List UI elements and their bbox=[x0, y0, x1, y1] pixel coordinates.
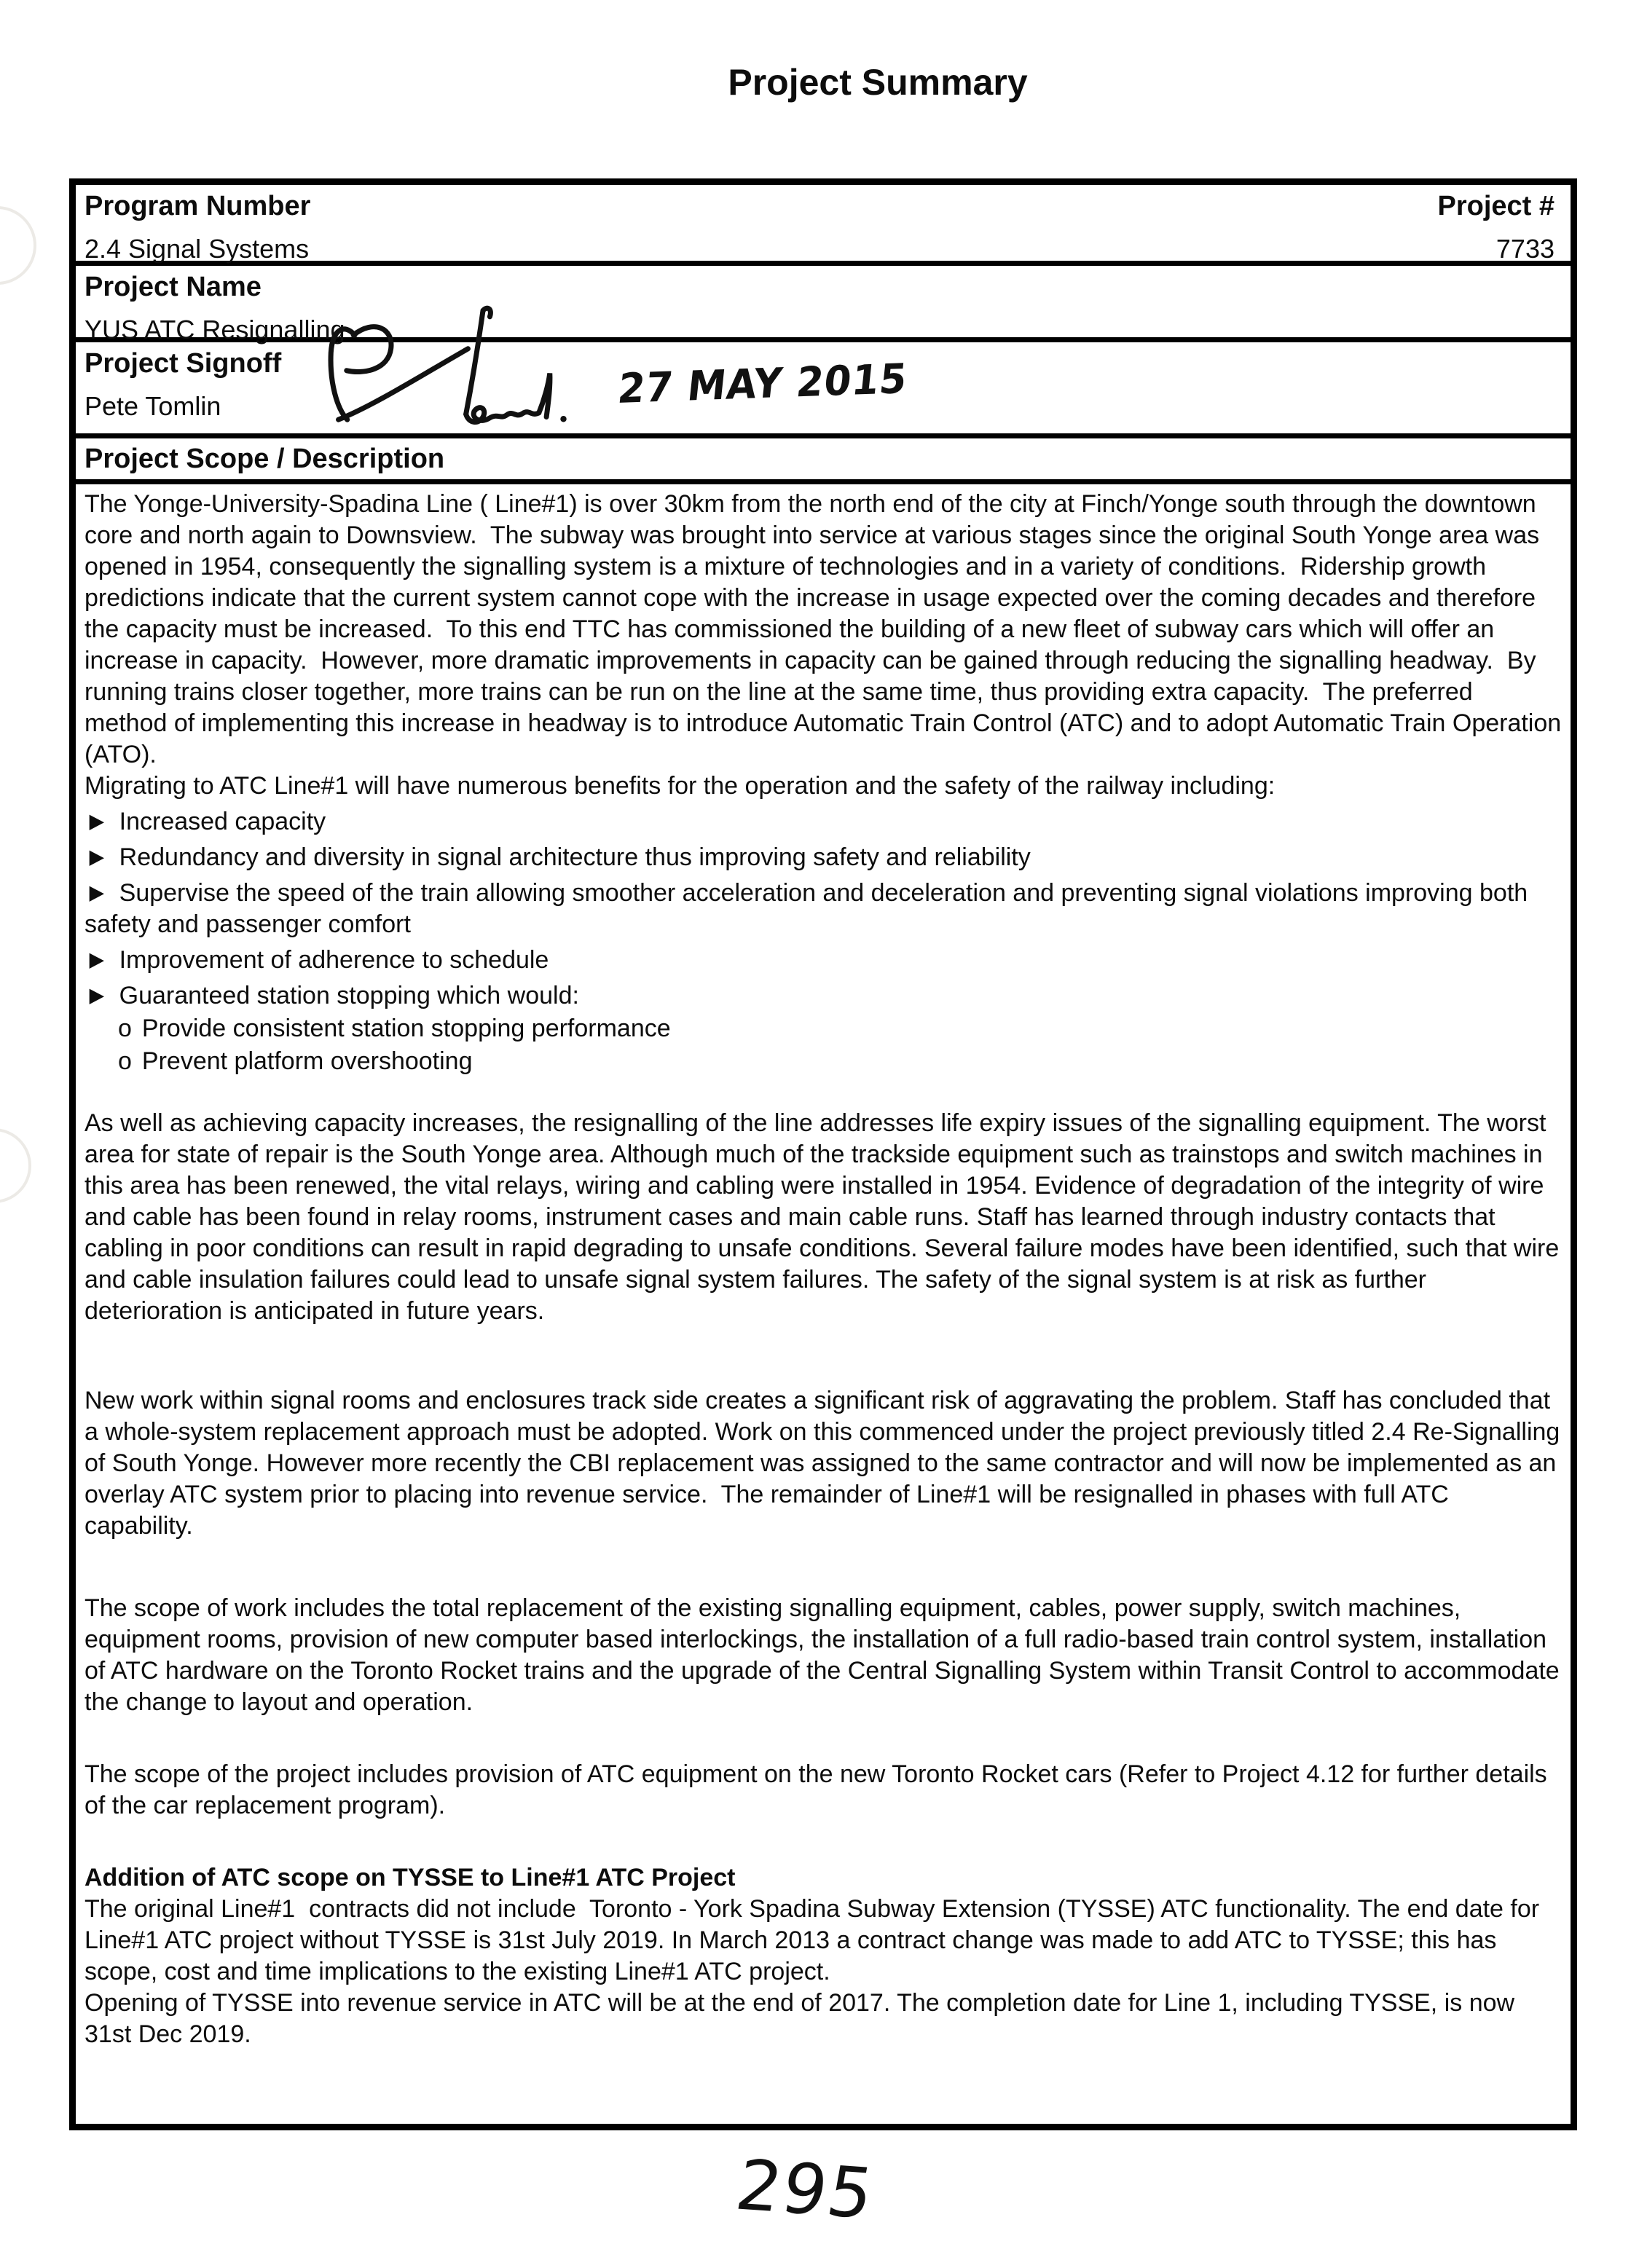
arrow-bullet-icon: ► bbox=[84, 843, 109, 872]
benefit-bullet bbox=[84, 945, 1562, 976]
scope-paragraph-8: Opening of TYSSE into revenue service in ATC will be at the end of 2017. The completion date for Line 1, including TYSSE, is now 31st Dec 2019. bbox=[84, 1989, 1522, 2048]
arrow-bullet-icon: ► bbox=[84, 807, 109, 836]
scope-subheading: Addition of ATC scope on TYSSE to Line#1 ATC Project bbox=[84, 1864, 736, 1891]
program-number-label: Program Number bbox=[84, 191, 311, 221]
arrow-bullet-icon: ► bbox=[84, 981, 109, 1010]
scope-paragraph-6: The scope of the project includes provision of ATC equipment on the new Toronto Rocket cars (Refer to Project 4.12 for further details of the car replacement program). bbox=[84, 1760, 1555, 1819]
scope-paragraph-1: The Yonge-University-Spadina Line ( Line#1) is over 30km from the north end of the city at Finch/Yonge south through the downtown core and north again to Downsview. The subway was brought into service at various stages since the original South Yonge area was opened in 1954, consequently the signalling system is a mixture of technologies and in a variety of conditions. Ridership growth predictions indicate that the current system cannot cope with the increase in usage expected over the coming decades and therefore the capacity must be increased. To this end TTC has commissioned the building of a new fleet of subway cars which will offer an increase in capacity. However, more dramatic improvements in capacity can be gained through reducing the signalling headway. By running trains closer together, more trains can be run on the line at the same time, thus providing extra capacity. The preferred method of implementing this increase in headway is to introduce Automatic Train Control (ATC) and to adopt Automatic Train Operation (ATO). bbox=[84, 490, 1568, 768]
scope-header-label: Project Scope / Description bbox=[84, 444, 445, 474]
benefit-bullet bbox=[84, 878, 1562, 940]
bullet-text: Increased capacity bbox=[119, 808, 326, 835]
project-signoff-label: Project Signoff bbox=[84, 348, 282, 379]
sub-bullet-text: Provide consistent station stopping performance bbox=[141, 1015, 671, 1042]
sub-bullet-icon: o bbox=[118, 1015, 132, 1042]
project-signoff-name: Pete Tomlin bbox=[84, 391, 221, 421]
sub-bullet-icon: o bbox=[118, 1047, 132, 1075]
signoff-date-handwritten: 27 MAY 2015 bbox=[616, 355, 910, 413]
project-number-value: 7733 bbox=[1495, 234, 1555, 264]
bullet-text: Improvement of adherence to schedule bbox=[119, 946, 549, 974]
scope-paragraph-7: The original Line#1 contracts did not include Toronto - York Spadina Subway Extension (TYSSE) ATC functionality. The end date for Line#1 ATC project without TYSSE is 31st July 2019. In March 2013 a contract change was made to add ATC to TYSSE; this has scope, cost and time implications to the existing Line#1 ATC project. bbox=[84, 1895, 1546, 1985]
punch-hole-artifact bbox=[0, 1128, 31, 1203]
project-summary-form bbox=[69, 178, 1577, 2130]
scope-paragraph-4: New work within signal rooms and enclosures track side creates a significant risk of aggravating the problem. Staff has concluded that a whole-system replacement approach must be adopted. Work on this commenced under the project previously titled 2.4 Re-Signalling of South Yonge. However more recently the CBI replacement was assigned to the same contractor and will now be implemented as an overlay ATC system prior to placing into revenue service. The remainder of Line#1 will be resignalled in phases with full ATC capability. bbox=[84, 1387, 1567, 1540]
bullet-text: Redundancy and diversity in signal architecture thus improving safety and reliability bbox=[119, 843, 1031, 871]
program-number-row bbox=[76, 185, 1571, 266]
program-number-cell bbox=[84, 189, 311, 264]
project-number-label: Project # bbox=[1437, 191, 1555, 221]
scope-paragraph-2: Migrating to ATC Line#1 will have numerous benefits for the operation and the safety of the railway including: bbox=[84, 772, 1276, 800]
arrow-bullet-icon: ► bbox=[84, 945, 109, 974]
project-name-value: YUS ATC Resignalling bbox=[84, 315, 345, 344]
project-number-cell bbox=[1437, 189, 1562, 264]
scope-paragraph-5: The scope of work includes the total replacement of the existing signalling equipment, cables, power supply, switch machines, equipment rooms, provision of new computer based interlockings, the installation of a full radio-based train control system, installation of ATC hardware on the Toronto Rocket trains and the upgrade of the Central Signalling System within Transit Control to accommodate the change to layout and operation. bbox=[84, 1594, 1567, 1716]
sub-bullet bbox=[118, 1046, 1562, 1077]
benefit-bullet bbox=[84, 806, 1562, 838]
benefit-bullet bbox=[84, 842, 1562, 873]
project-name-row bbox=[76, 266, 1571, 342]
signature-scribble bbox=[313, 301, 633, 436]
sub-bullet bbox=[118, 1013, 1562, 1044]
page-title: Project Summary bbox=[728, 62, 1028, 103]
arrow-bullet-icon: ► bbox=[84, 878, 109, 907]
scope-body bbox=[76, 484, 1571, 2124]
page-number-handwritten: 295 bbox=[730, 2146, 881, 2234]
project-name-label: Project Name bbox=[84, 272, 262, 302]
sub-bullet-text: Prevent platform overshooting bbox=[141, 1047, 473, 1075]
scope-paragraph-3: As well as achieving capacity increases, the resignalling of the line addresses life expiry issues of the signalling equipment. The worst area for state of repair is the South Yonge area. Although much of the trackside equipment such as trainstops and switch machines in this area has been renewed, the vital relays, wiring and cabling were installed in 1954. Evidence of degradation of the integrity of wire and cable has been found in relay rooms, instrument cases and main cable runs. Staff has learned through industry contacts that cabling in poor conditions can result in rapid degrading to unsafe conditions. Several failure modes have been identified, such that wire and cable insulation failures could lead to unsafe signal system failures. The safety of the signal system is at risk as further deterioration is anticipated in future years. bbox=[84, 1109, 1566, 1325]
bullet-text: Supervise the speed of the train allowing smoother acceleration and deceleration and preventing signal violations improving both safety and passenger comfort bbox=[84, 879, 1535, 938]
bullet-text: Guaranteed station stopping which would: bbox=[119, 982, 579, 1009]
project-signoff-row bbox=[76, 342, 1571, 438]
program-number-value: 2.4 Signal Systems bbox=[84, 234, 310, 264]
scope-header-row bbox=[76, 438, 1571, 484]
punch-hole-artifact bbox=[0, 206, 36, 285]
benefit-bullet bbox=[84, 980, 1562, 1012]
